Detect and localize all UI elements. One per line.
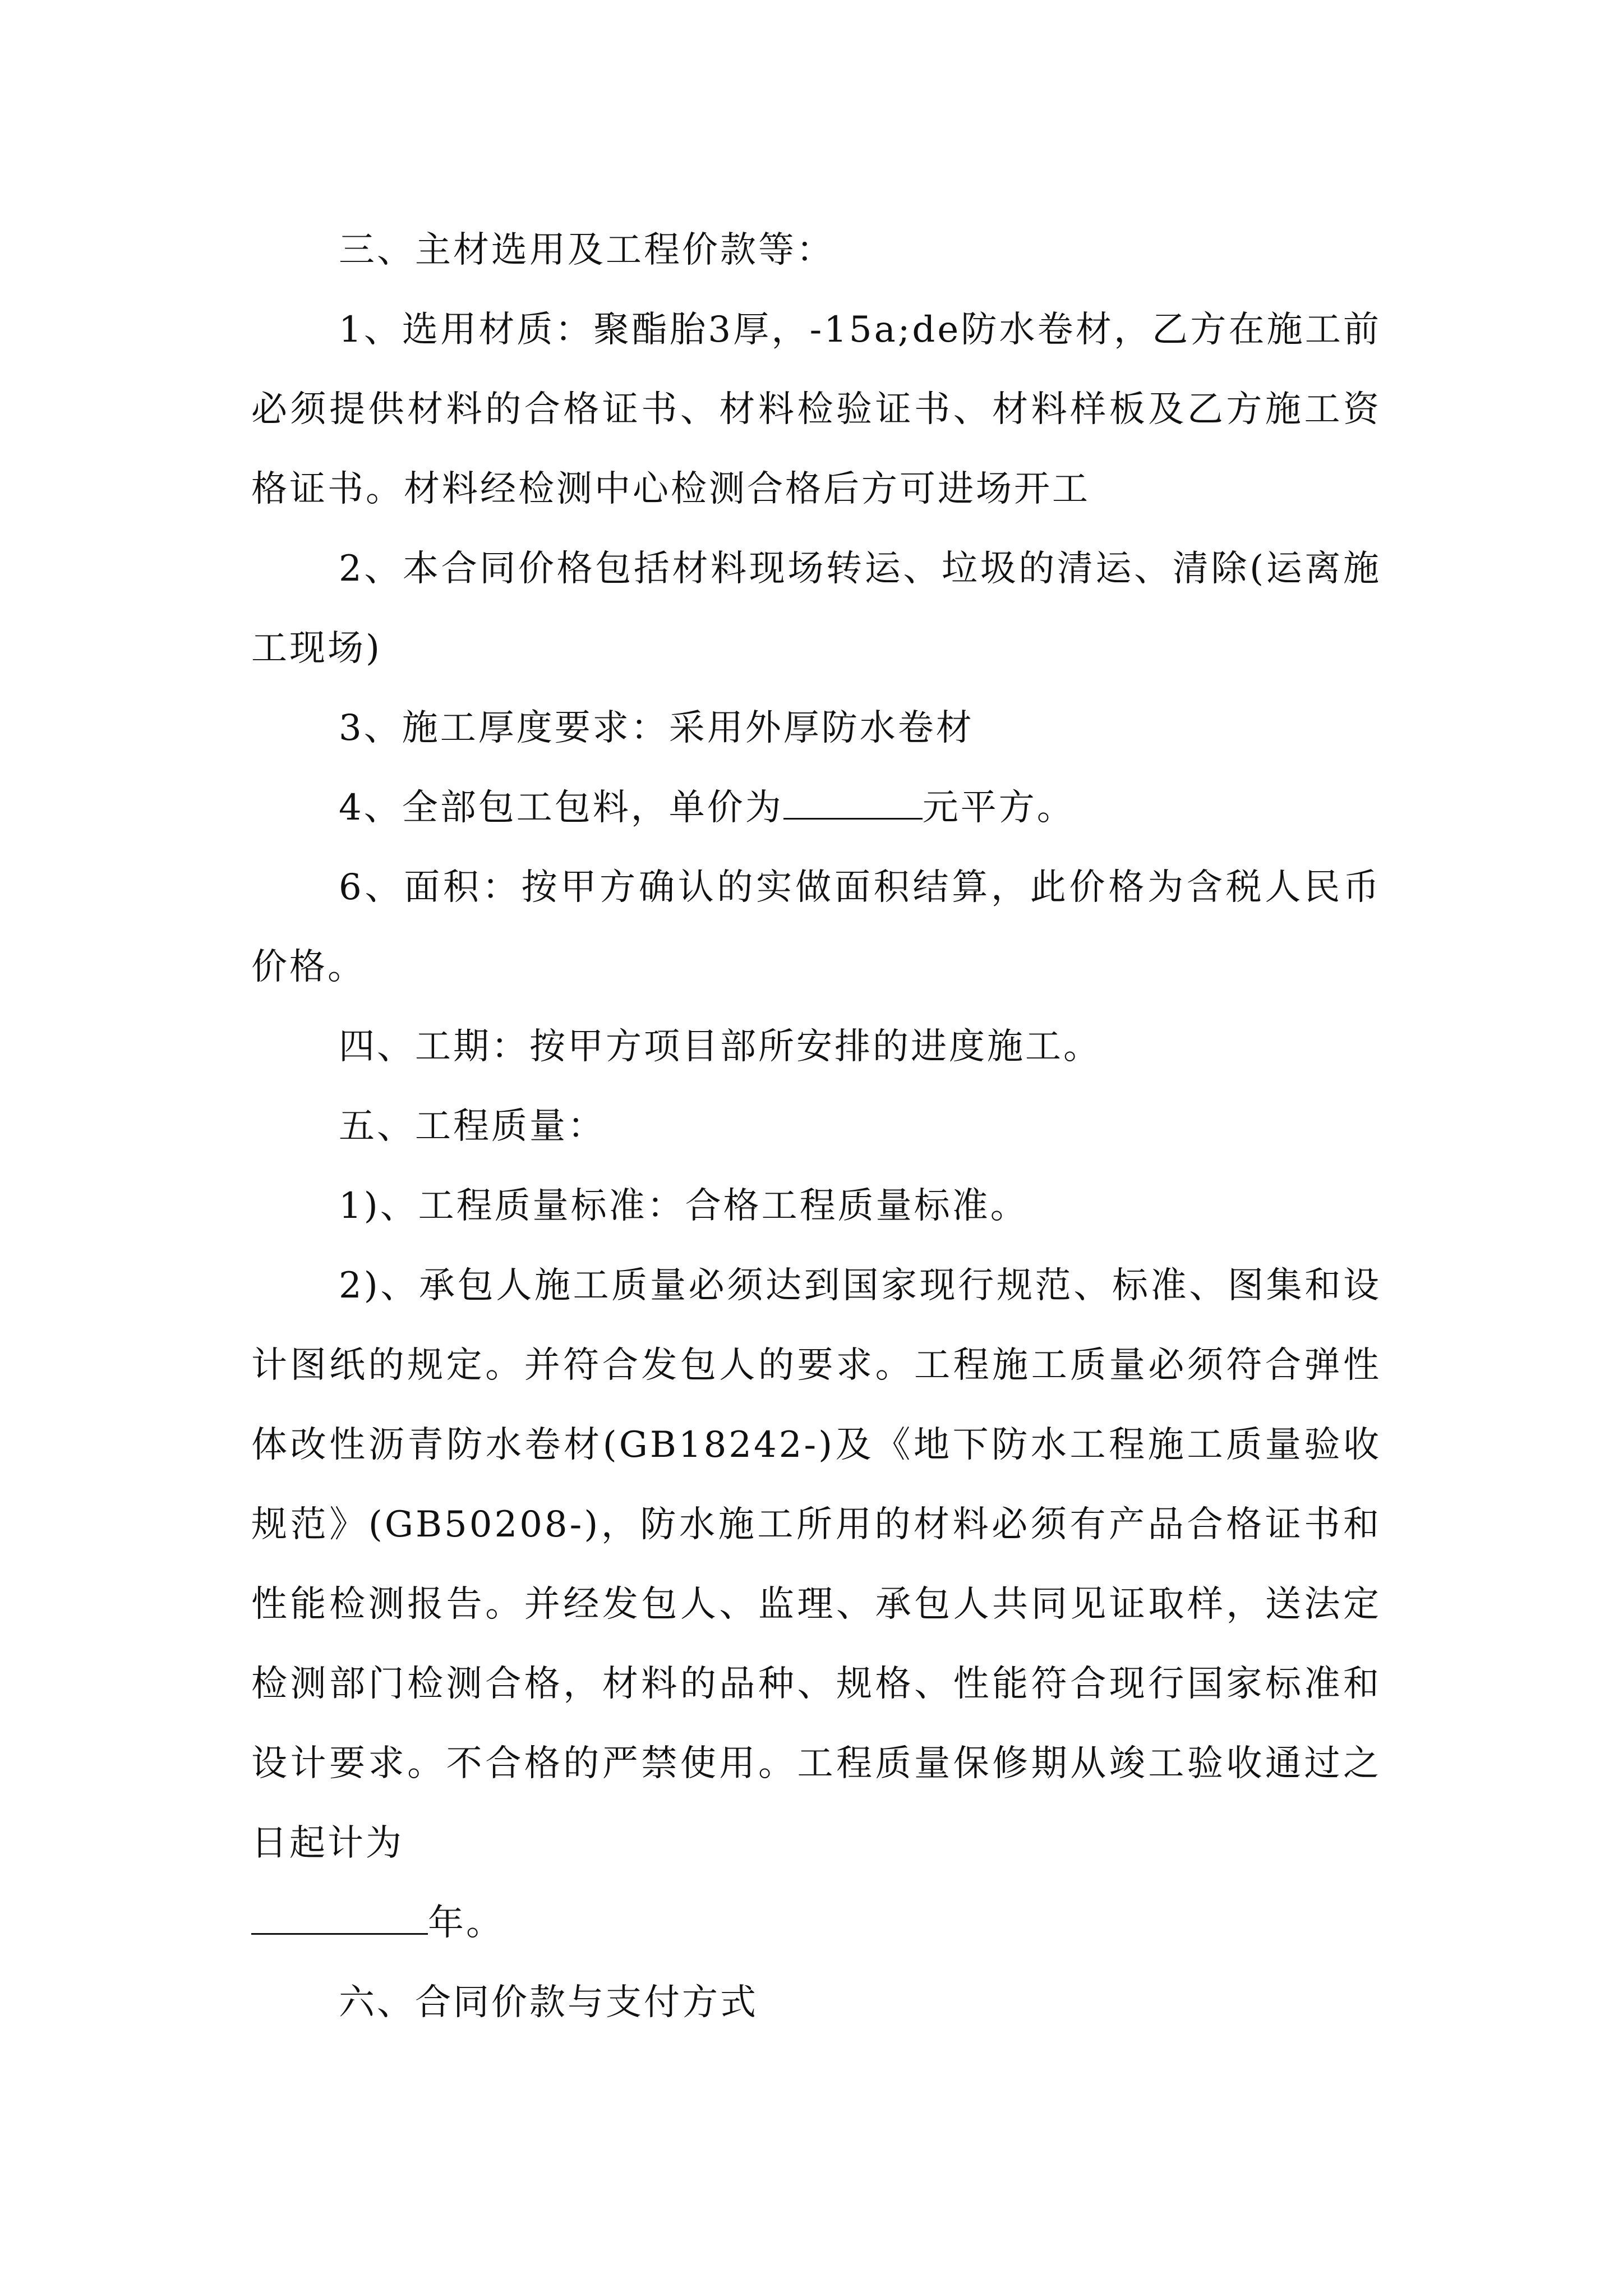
clause-6-area: 6、面积：按甲方确认的实做面积结算，此价格为含税人民币价格。 [251, 867, 1381, 988]
quality-item-1: 1)、工程质量标准：合格工程质量标准。 [339, 1185, 1029, 1227]
section-heading-6-payment: 六、合同价款与支付方式 [339, 1982, 758, 2023]
unit-price-blank [783, 785, 923, 820]
section-heading-4-schedule: 四、工期：按甲方项目部所安排的进度施工。 [339, 1026, 1101, 1068]
clause-3-thickness: 3、施工厚度要求：采用外厚防水卷材 [339, 707, 974, 749]
warranty-years-suffix: 年。 [428, 1902, 504, 1944]
warranty-years-blank [251, 1901, 428, 1935]
document-body [251, 210, 1381, 2042]
clause-4-text-after: 元平方。 [922, 787, 1075, 829]
section-heading-5-quality: 五、工程质量： [339, 1106, 606, 1147]
clause-1-material: 1、选用材质：聚酯胎3厚，-15a;de防水卷材，乙方在施工前必须提供材料的合格证书、材料检验证书、材料样板及乙方施工资格证书。材料经检测中心检测合格后方可进场开工 [251, 309, 1381, 510]
clause-4-text-before: 4、全部包工包料，单价为 [339, 787, 783, 829]
clause-2-price-scope: 2、本合同价格包括材料现场转运、垃圾的清运、清除(运离施工现场) [251, 548, 1381, 669]
clause-4-unit-price [251, 768, 1381, 848]
quality-item-2: 2)、承包人施工质量必须达到国家现行规范、标准、图集和设计图纸的规定。并符合发包人的要求。工程施工质量必须符合弹性体改性沥青防水卷材(GB18242-)及《地下防水工程施工质量验收规范》(GB50208-)，防水施工所用的材料必须有产品合格证书和性能检测报告。并经发包人、监理、承包人共同见证取样，送法定检测部门检测合格，材料的品种、规格、性能符合现行国家标准和设计要求。不合格的严禁使用。工程质量保修期从竣工验收通过之日起计为 [251, 1265, 1381, 1864]
warranty-years-line [251, 1883, 1381, 1963]
section-heading-3: 三、主材选用及工程价款等： [339, 229, 834, 271]
